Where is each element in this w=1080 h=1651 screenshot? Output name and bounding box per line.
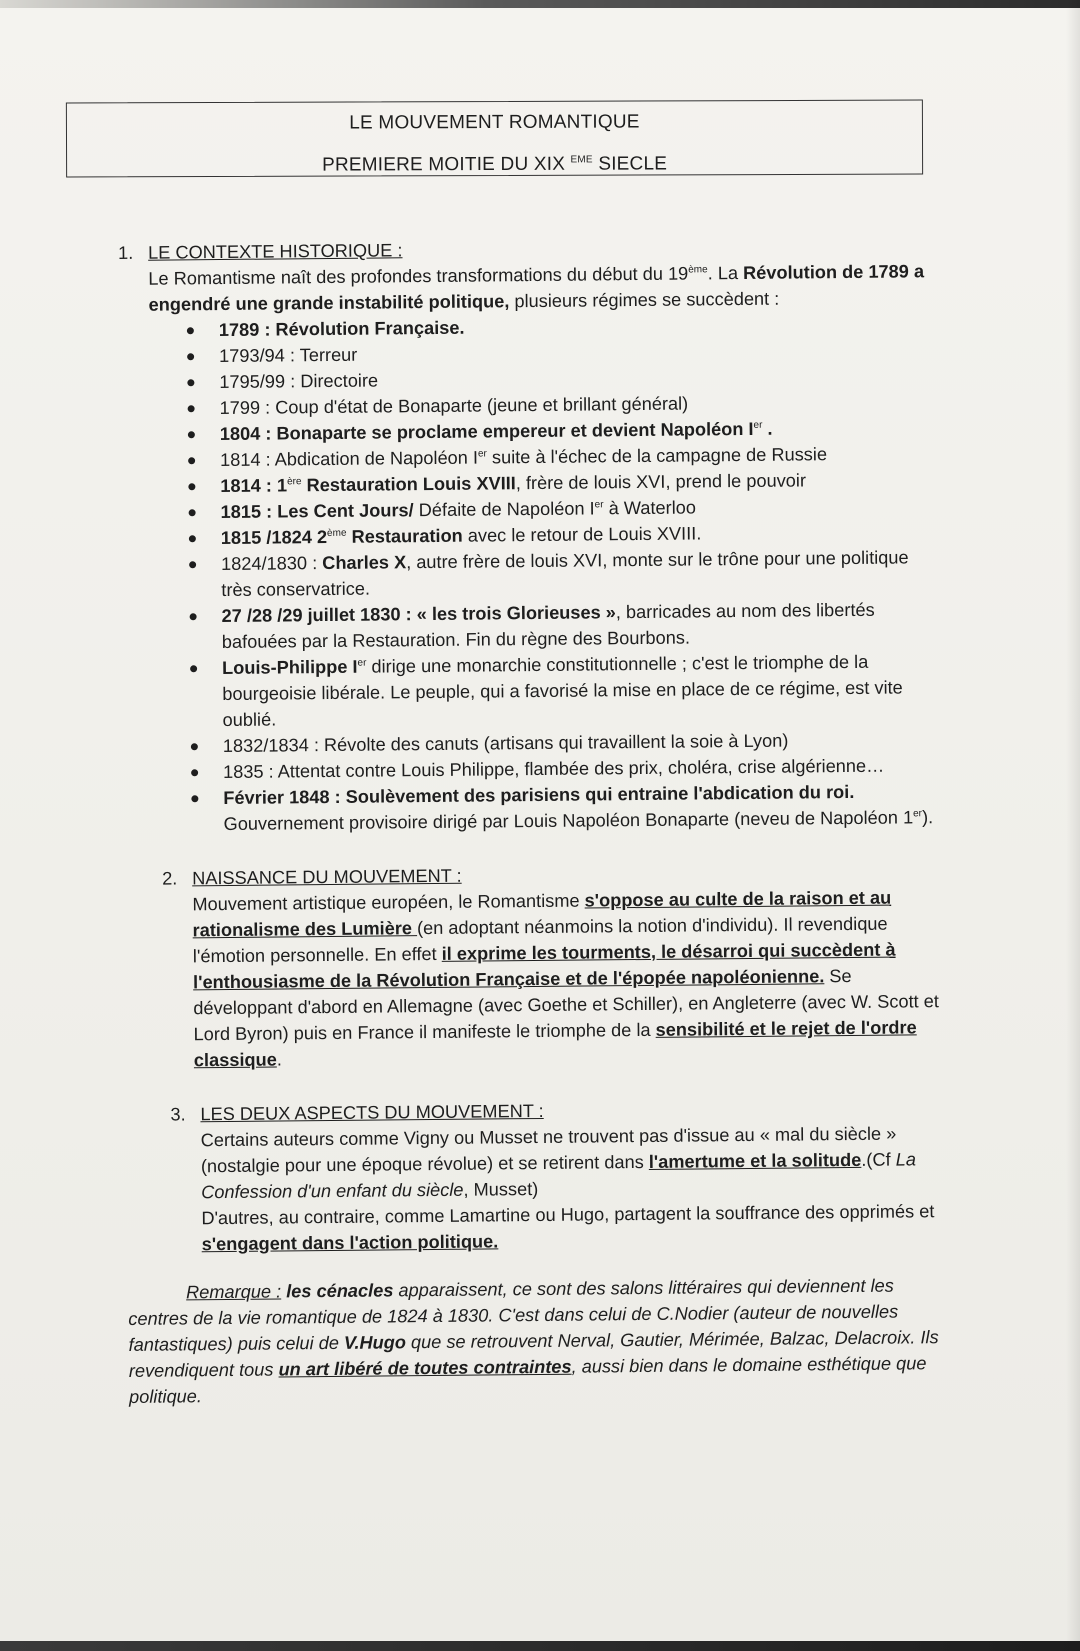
bullet-icon — [188, 483, 195, 490]
list-item: 1832/1834 : Révolte des canuts (artisans qui travaillent la soie à Lyon) — [191, 726, 943, 759]
title-line-1: LE MOUVEMENT ROMANTIQUE — [349, 111, 640, 134]
list-item: 1789 : Révolution Française. — [187, 310, 939, 343]
title-box — [66, 100, 923, 178]
bullet-icon — [191, 743, 198, 750]
scan-right-shadow — [1066, 0, 1080, 1651]
list-item: Louis-Philippe Ier dirige une monarchie constitutionnelle ; c'est le triomphe de la bourgeoisie libérale. Le peuple, qui a favorisé la mise en place de ce régime, est vite oublié. — [190, 648, 943, 733]
intro-text-c: plusieurs régimes se succèdent : — [514, 288, 780, 312]
list-item: 1835 : Attentat contre Louis Philippe, flambée des prix, choléra, crise algérienne… — [191, 752, 943, 785]
section-1-number: 1. — [118, 242, 134, 263]
section-3-title: LES DEUX ASPECTS DU MOUVEMENT : — [200, 1100, 544, 1125]
list-item: 1814 : Abdication de Napoléon Ier suite à l'échec de la campagne de Russie — [188, 440, 940, 473]
list-item: 27 /28 /29 juillet 1830 : « les trois Glorieuses », barricades au nom des libertés bafouées par la Restauration. Fin du règne des Bourbons. — [189, 596, 941, 655]
bullet-icon — [189, 535, 196, 542]
bullet-icon — [191, 795, 198, 802]
list-item: 1824/1830 : Charles X, autre frère de louis XVI, monte sur le trône pour une politique très conservatrice. — [189, 544, 941, 603]
list-item: 1793/94 : Terreur — [187, 336, 939, 369]
list-item: 1814 : 1ère Restauration Louis XVIII, frère de louis XVI, prend le pouvoir — [188, 466, 940, 499]
remark-paragraph: Remarque : les cénacles apparaissent, ce sont des salons littéraires qui deviennent les centres de la vie romantique de 1824 à 1830. C'est dans celui de C.Nodier (auteur de nouvelles fantastiques) puis celui de V.Hugo que se retrouvent Nerval, Gautier, Mérimée, Balzac, Delacroix. Ils revendiquent tous un art libéré de toutes contraintes, aussi bien dans le domaine esthétique que politique. — [128, 1275, 939, 1407]
intro-text-b: . La — [707, 263, 739, 284]
intro-text-a: Le Romantisme naît des profondes transformations du début du 19 — [148, 263, 689, 289]
bullet-icon — [188, 457, 195, 464]
section-1-title: LE CONTEXTE HISTORIQUE : — [148, 240, 403, 263]
bullet-icon — [187, 379, 194, 386]
title-line-2-sup: EME — [570, 154, 593, 166]
bullet-icon — [190, 665, 197, 672]
list-item: 1815 /1824 2ème Restauration avec le retour de Louis XVIII. — [189, 518, 941, 551]
bullet-icon — [191, 769, 198, 776]
intro-bold: Révolution de 1789 a engendré une grande instabilité politique, — [148, 261, 925, 315]
scan-bottom-edge — [0, 1641, 1080, 1651]
bullet-icon — [187, 327, 194, 334]
list-item: 1799 : Coup d'état de Bonaparte (jeune et brillant général) — [187, 388, 939, 421]
section-2-paragraph: Mouvement artistique européen, le Romantisme s'oppose au culte de la raison et au rationalisme des Lumière (en adoptant néanmoins la notion d'individu). Il revendique l'émotion personnelle. En effet il exprime les tourments, le désarroi qui succèdent à l'enthousiasme de la Révolution Française et de l'épopée napoléonienne. Se développant d'abord en Allemagne (avec Goethe et Schiller), en Angleterre (avec W. Scott et Lord Byron) puis en France il manifeste le triomphe de la sensibilité et le rejet de l'ordre classique. — [192, 887, 940, 1071]
bullet-icon — [187, 353, 194, 360]
list-item: 1815 : Les Cent Jours/ Défaite de Napoléon Ier à Waterloo — [188, 492, 940, 525]
section-2 — [162, 858, 946, 1073]
bullet-icon — [189, 561, 196, 568]
bullet-icon — [190, 613, 197, 620]
intro-sup: ème — [688, 264, 708, 276]
section-2-title: NAISSANCE DU MOUVEMENT : — [192, 865, 462, 889]
section-3 — [170, 1094, 947, 1257]
title-line-2 — [67, 153, 922, 178]
list-item: Février 1848 : Soulèvement des parisiens qui entraine l'abdication du roi. Gouvernement provisoire dirigé par Louis Napoléon Bonaparte (neveu de Napoléon 1er). — [191, 778, 943, 837]
remark-label: Remarque : — [186, 1281, 282, 1303]
title-line-2-main: PREMIERE MOITIE DU XIX — [322, 153, 566, 176]
section-2-number: 2. — [162, 868, 178, 889]
bullet-icon — [189, 509, 196, 516]
document-body — [118, 232, 949, 1410]
title-line-2-end: SIECLE — [598, 153, 668, 175]
bullet-icon — [188, 405, 195, 412]
bullet-icon — [188, 431, 195, 438]
section-3-number: 3. — [170, 1104, 186, 1125]
scan-top-edge — [0, 0, 1080, 8]
section-3-paragraph-2: D'autres, au contraire, comme Lamartine ou Hugo, partagent la souffrance des opprimés et s'engagent dans l'action politique. — [201, 1201, 935, 1255]
timeline-list — [119, 310, 944, 838]
section-3-paragraph: Certains auteurs comme Vigny ou Musset ne trouvent pas d'issue au « mal du siècle » (nostalgie pour une époque révolue) et se retirent dans l'amertume et la solitude.(Cf La Confession d'un enfant du siècle, Musset) — [200, 1123, 916, 1203]
list-item: 1795/99 : Directoire — [187, 362, 939, 395]
list-item: 1804 : Bonaparte se proclame empereur et devient Napoléon Ier . — [188, 414, 940, 447]
section-1-intro — [148, 258, 938, 318]
